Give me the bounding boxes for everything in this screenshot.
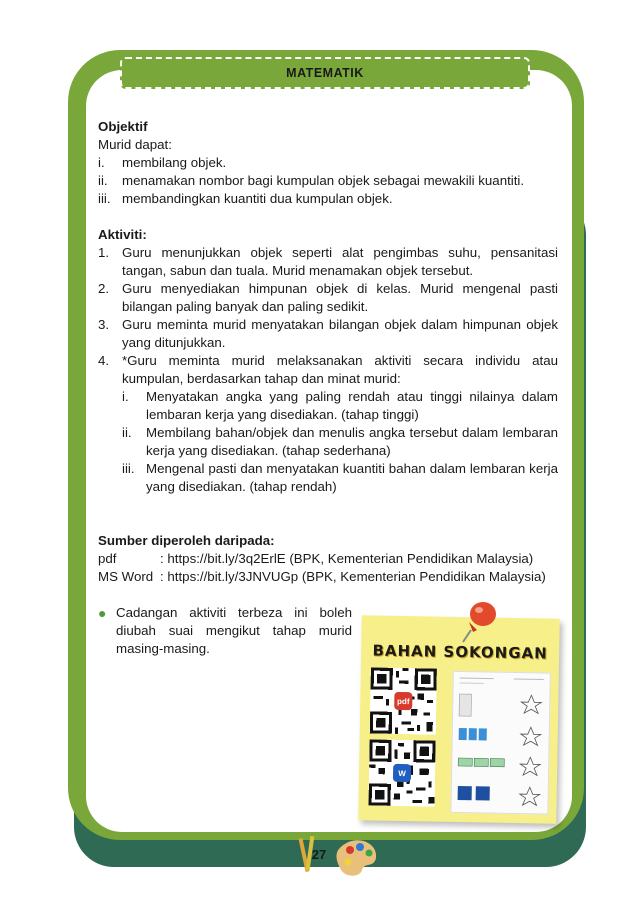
- aktiviti-heading: Aktiviti:: [98, 227, 147, 242]
- main-content: [98, 118, 558, 586]
- aktiviti-item: 2. Guru menyediakan himpunan objek di kelas. Murid mengenal pasti bilangan paling banyak dan paling sedikit.: [98, 281, 558, 314]
- sumber-row-pdf: pdf : https://bit.ly/3q2ErlE (BPK, Kementerian Pendidikan Malaysia): [98, 551, 534, 566]
- pdf-link[interactable]: : https://bit.ly/3q2ErlE (BPK, Kementerian Pendidikan Malaysia): [160, 551, 534, 566]
- objektif-item: i. membilang objek.: [98, 155, 227, 170]
- aktiviti-subitem: iii. Mengenal pasti dan menyatakan kuantiti bahan dalam lembaran kerja yang disediakan. (tahap rendah): [122, 461, 558, 494]
- subject-title: MATEMATIK: [286, 66, 364, 80]
- worksheet-preview: [450, 671, 550, 815]
- objektif-item: ii. menamakan nombor bagi kumpulan objek sebagai mewakili kuantiti.: [98, 173, 525, 188]
- aktiviti-subitem: ii. Membilang bahan/objek dan menulis angka tersebut dalam lembaran kerja yang disediakan. (tahap sederhana): [122, 425, 558, 458]
- objektif-intro: Murid dapat:: [98, 137, 172, 152]
- bullet-icon: ●: [98, 605, 107, 621]
- qr-code-word[interactable]: [368, 739, 435, 806]
- cadangan-note: ● Cadangan aktiviti terbeza ini boleh diubah suai mengikut tahap murid masing-masing.: [98, 605, 352, 656]
- aktiviti-item: 4. *Guru meminta murid melaksanakan aktiviti secara individu atau kumpulan, berdasarkan tahap dan minat murid:: [98, 353, 558, 386]
- word-icon: W: [393, 764, 411, 782]
- note-title: BAHAN SOKONGAN: [372, 641, 548, 663]
- subject-header: [120, 57, 530, 89]
- sumber-row-word: MS Word : https://bit.ly/3JNVUGp (BPK, Kementerian Pendidikan Malaysia): [98, 569, 546, 584]
- aktiviti-item: 3. Guru meminta murid menyatakan bilangan objek dalam himpunan objek yang ditunjukkan.: [98, 317, 558, 350]
- page-number: 27: [311, 847, 327, 862]
- objektif-heading: Objektif: [98, 119, 148, 134]
- push-pin-icon: [457, 598, 501, 644]
- objektif-item: iii. membandingkan kuantiti dua kumpulan objek.: [98, 191, 393, 206]
- sticky-note: [358, 615, 560, 823]
- pdf-icon: pdf: [394, 692, 412, 710]
- qr-code-pdf[interactable]: [370, 667, 437, 734]
- aktiviti-item: 1. Guru menunjukkan objek seperti alat pengimbas suhu, pensanitasi tangan, sabun dan tuala. Murid menamakan objek tersebut.: [98, 245, 558, 278]
- aktiviti-subitem: i. Menyatakan angka yang paling rendah atau tinggi nilainya dalam lembaran kerja yang disediakan. (tahap tinggi): [122, 389, 558, 422]
- sumber-heading: Sumber diperoleh daripada:: [98, 533, 275, 548]
- word-link[interactable]: : https://bit.ly/3JNVUGp (BPK, Kementerian Pendidikan Malaysia): [160, 569, 546, 584]
